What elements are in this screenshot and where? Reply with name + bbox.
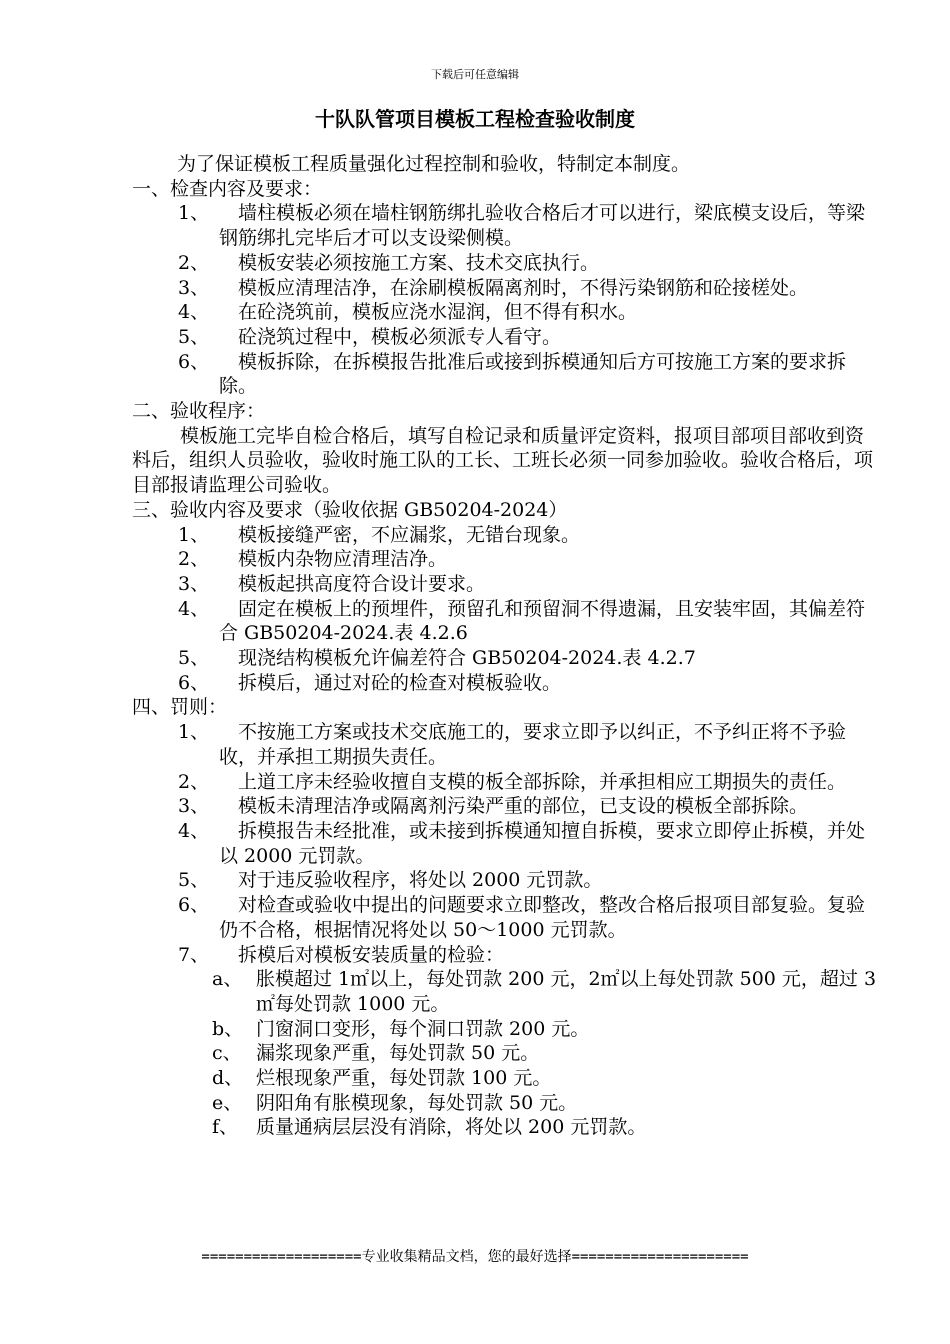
item-text: 墙柱模板必须在墙柱钢筋绑扎验收合格后才可以进行，梁底模支设后，等梁钢筋绑扎完毕后才可以支设梁侧模。 — [219, 202, 866, 250]
list-item — [132, 325, 880, 350]
item-text: 固定在模板上的预埋件，预留孔和预留洞不得遗漏，且安装牢固，其偏差符合 GB50204-2024.表 4.2.6 — [219, 597, 866, 645]
sub-list-item — [132, 1041, 880, 1066]
list-item — [132, 868, 880, 893]
document-body — [132, 152, 880, 1140]
sub-item-text: 烂根现象严重，每处罚款 100 元。 — [256, 1067, 552, 1090]
sub-item-letter: a、 — [212, 968, 243, 991]
item-number: 2、 — [178, 548, 210, 571]
sub-list-item — [132, 1017, 880, 1042]
item-text: 模板安装必须按施工方案、技术交底执行。 — [238, 251, 600, 274]
item-number: 4、 — [178, 819, 210, 842]
list-item — [132, 794, 880, 819]
item-number: 4、 — [178, 597, 210, 620]
list-item — [132, 819, 880, 868]
header-note: 下载后可任意编辑 — [431, 68, 519, 81]
sub-item-letter: b、 — [212, 1017, 244, 1040]
item-number: 5、 — [178, 325, 210, 348]
sub-item-letter: f、 — [212, 1116, 239, 1139]
item-text: 模板内杂物应清理洁净。 — [238, 548, 448, 571]
item-text: 拆模后对模板安装质量的检验： — [238, 943, 505, 966]
item-number: 1、 — [178, 721, 210, 744]
item-text: 上道工序未经验收擅自支模的板全部拆除，并承担相应工期损失的责任。 — [238, 770, 847, 793]
sub-item-text: 胀模超过 1㎡以上，每处罚款 200 元，2㎡以上每处罚款 500 元，超过 3㎡每处罚款 1000 元。 — [256, 968, 877, 1015]
sub-list-item — [132, 1115, 880, 1140]
item-number: 7、 — [178, 943, 210, 966]
intro-paragraph: 为了保证模板工程质量强化过程控制和验收，特制定本制度。 — [177, 153, 691, 175]
item-text: 对于违反验收程序，将处以 2000 元罚款。 — [238, 869, 603, 892]
item-number: 6、 — [178, 350, 210, 373]
item-number: 1、 — [178, 523, 210, 546]
sub-list-item — [132, 1091, 880, 1116]
list-item — [132, 770, 880, 795]
item-text: 在砼浇筑前，模板应浇水湿润，但不得有积水。 — [238, 301, 638, 324]
list-item — [132, 350, 880, 399]
item-text: 现浇结构模板允许偏差符合 GB50204-2024.表 4.2.7 — [238, 647, 696, 670]
section-paragraph: 模板施工完毕自检合格后，填写自检记录和质量评定资料，报项目部项目部收到资料后，组织人员验收，验收时施工队的工长、工班长必须一同参加验收。验收合格后，项目部报请监理公司验收。 — [132, 424, 874, 497]
sub-item-text: 门窗洞口变形，每个洞口罚款 200 元。 — [256, 1017, 590, 1040]
item-number: 5、 — [178, 869, 210, 892]
list-item — [132, 943, 880, 968]
sub-item-text: 漏浆现象严重，每处罚款 50 元。 — [256, 1042, 540, 1065]
item-text: 模板拆除，在拆模报告批准后或接到拆模通知后方可按施工方案的要求拆除。 — [219, 350, 847, 398]
item-text: 砼浇筑过程中，模板必须派专人看守。 — [238, 325, 562, 348]
sub-item-text: 阴阳角有胀模现象，每处罚款 50 元。 — [256, 1091, 578, 1114]
list-item — [132, 276, 880, 301]
item-number: 5、 — [178, 647, 210, 670]
footer-banner: ===================专业收集精品文档，您的最好选择===================== — [201, 1249, 749, 1265]
item-number: 2、 — [178, 770, 210, 793]
sub-item-letter: e、 — [212, 1091, 243, 1114]
sub-item-letter: d、 — [212, 1067, 244, 1090]
item-number: 3、 — [178, 276, 210, 299]
item-number: 1、 — [178, 202, 210, 225]
list-item — [132, 251, 880, 276]
list-item — [132, 597, 880, 646]
list-item — [132, 201, 880, 250]
list-item — [132, 572, 880, 597]
section-heading: 四、罚则： — [132, 696, 228, 719]
sub-list-item — [132, 1066, 880, 1091]
item-text: 拆模报告未经批准，或未接到拆模通知擅自拆模，要求立即停止拆模，并处以 2000 元罚款。 — [219, 819, 866, 867]
item-number: 4、 — [178, 301, 210, 324]
section-heading: 三、验收内容及要求（验收依据 GB50204-2024） — [132, 498, 568, 521]
item-text: 不按施工方案或技术交底施工的，要求立即予以纠正，不予纠正将不予验收，并承担工期损失责任。 — [219, 721, 847, 768]
list-item — [132, 547, 880, 572]
list-item — [132, 300, 880, 325]
item-text: 模板起拱高度符合设计要求。 — [238, 572, 486, 595]
item-number: 3、 — [178, 572, 210, 595]
list-item — [132, 523, 880, 548]
sub-item-letter: c、 — [212, 1042, 242, 1065]
list-item — [132, 893, 880, 942]
item-number: 6、 — [178, 894, 210, 917]
item-text: 模板接缝严密，不应漏浆，无错台现象。 — [238, 523, 581, 546]
section-heading: 一、检查内容及要求： — [132, 177, 323, 200]
item-text: 对检查或验收中提出的问题要求立即整改，整改合格后报项目部复验。复验仍不合格，根据情况将处以 50～1000 元罚款。 — [219, 894, 866, 941]
list-item — [132, 646, 880, 671]
item-number: 6、 — [178, 671, 210, 694]
section-heading: 二、验收程序： — [132, 400, 266, 423]
document-title: 十队队管项目模板工程检查验收制度 — [315, 107, 635, 131]
item-text: 模板应清理洁净，在涂刷模板隔离剂时，不得污染钢筋和砼接槎处。 — [238, 276, 809, 299]
sub-item-text: 质量通病层层没有消除，将处以 200 元罚款。 — [256, 1116, 647, 1139]
item-text: 拆模后，通过对砼的检查对模板验收。 — [238, 671, 562, 694]
item-number: 2、 — [178, 251, 210, 274]
sub-list-item — [132, 967, 880, 1016]
item-text: 模板未清理洁净或隔离剂污染严重的部位，已支设的模板全部拆除。 — [238, 795, 809, 818]
list-item — [132, 720, 880, 769]
item-number: 3、 — [178, 795, 210, 818]
list-item — [132, 671, 880, 696]
